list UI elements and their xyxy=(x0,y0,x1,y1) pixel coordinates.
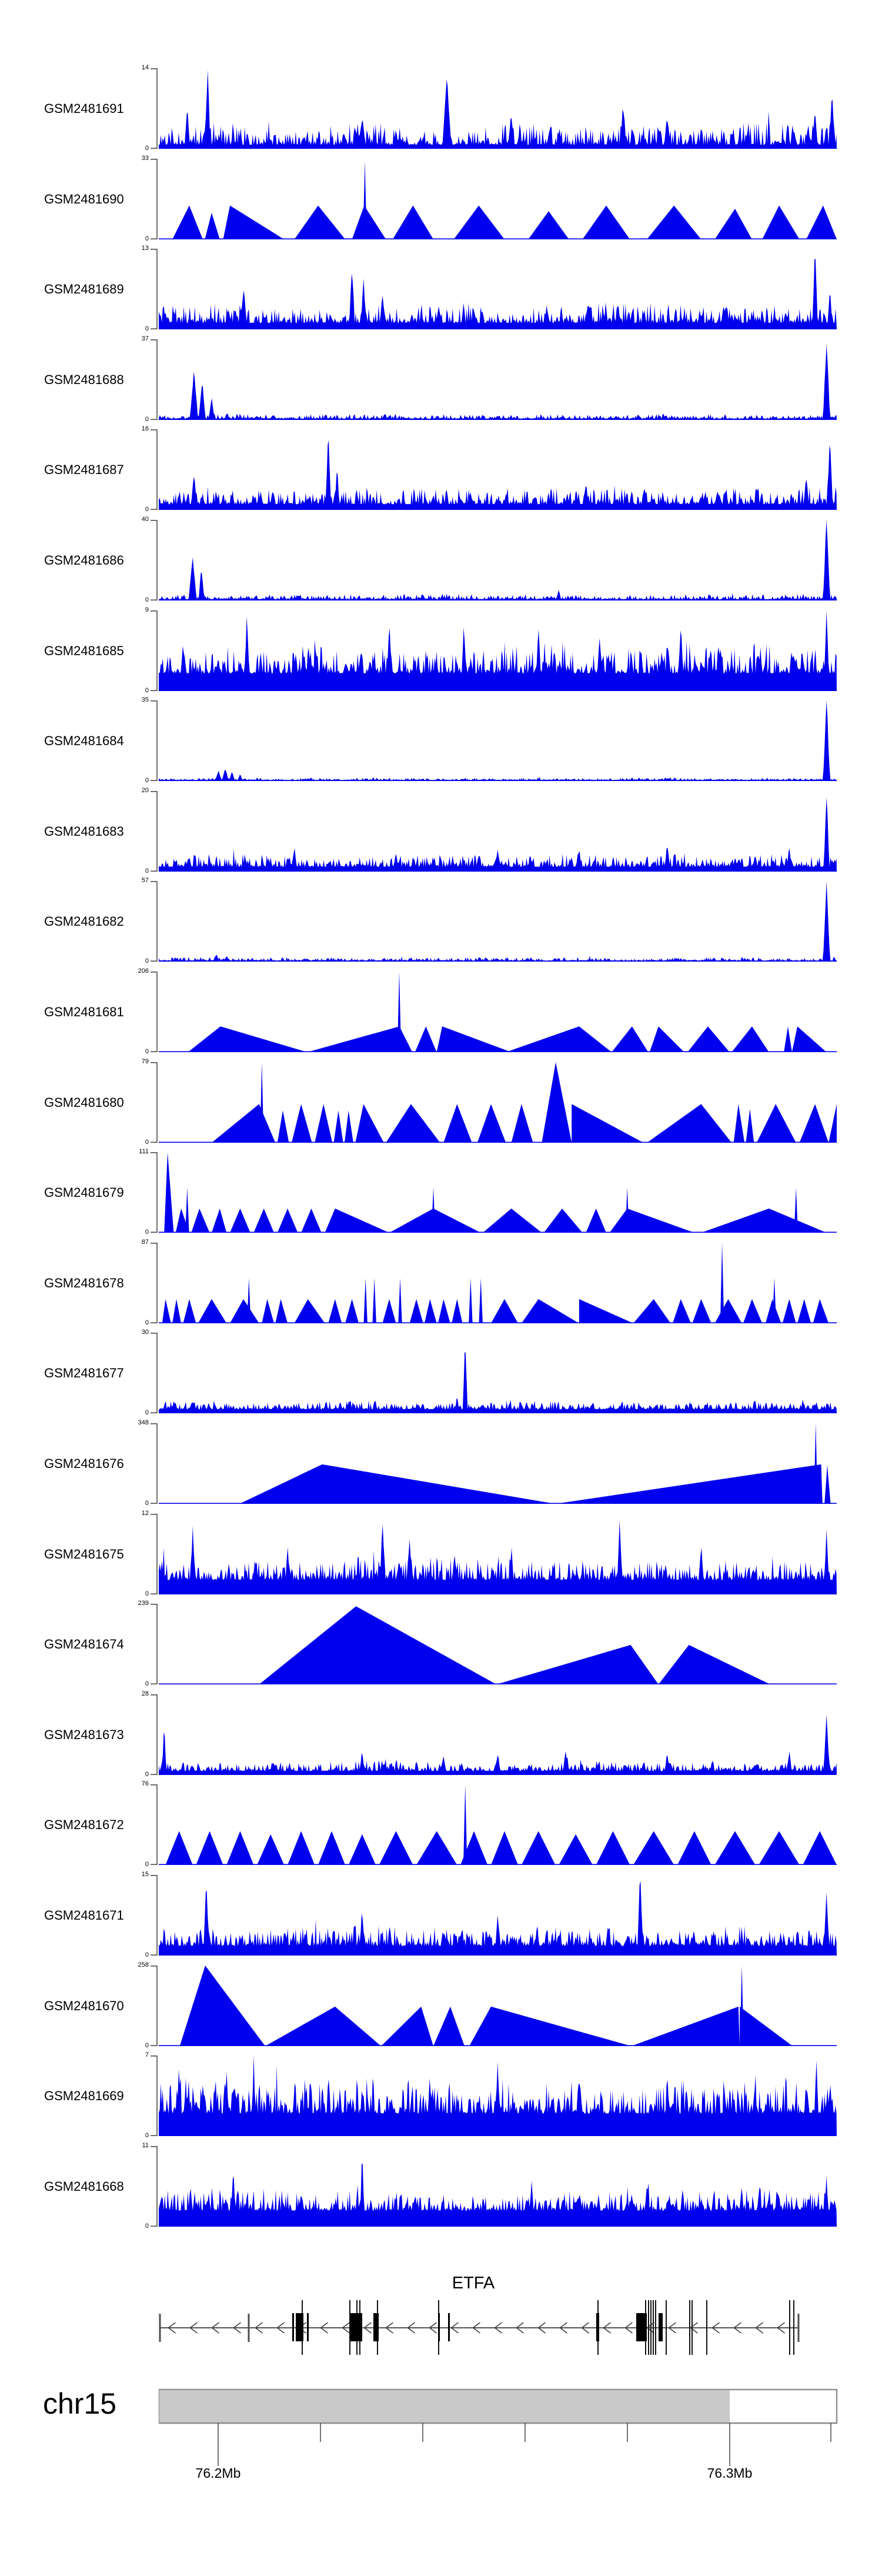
track-plot xyxy=(159,1243,837,1323)
coordinate-label-76-2mb: 76.2Mb xyxy=(195,2465,241,2481)
coverage-area xyxy=(159,1243,837,1323)
coverage-area xyxy=(159,700,837,781)
track-label: GSM2481670 xyxy=(44,1998,124,2013)
coverage-area xyxy=(159,161,837,239)
coverage-baseline xyxy=(159,2135,837,2136)
gene-name-label: ETFA xyxy=(452,2274,495,2293)
track-plot xyxy=(159,1784,837,1865)
track-plot xyxy=(159,798,837,872)
coverage-baseline xyxy=(159,2225,837,2227)
track-zero-label: 0 xyxy=(145,1951,149,1958)
coverage-baseline xyxy=(159,780,837,781)
track-label: GSM2481686 xyxy=(44,553,124,568)
track-row xyxy=(151,1062,837,1143)
track-plot xyxy=(159,2056,837,2136)
coverage-area xyxy=(159,344,837,420)
track-ymax-label: 16 xyxy=(141,425,149,432)
track-row xyxy=(151,610,837,691)
track-plot xyxy=(159,1881,837,1956)
coverage-area xyxy=(159,441,837,510)
track-plot xyxy=(159,70,837,149)
coverage-area xyxy=(159,259,837,329)
track-label: GSM2481683 xyxy=(44,824,124,839)
track-zero-label: 0 xyxy=(145,1771,149,1778)
track-label: GSM2481678 xyxy=(44,1276,124,1290)
track-zero-label: 0 xyxy=(145,1319,149,1326)
track-zero-label: 0 xyxy=(145,1409,149,1416)
coverage-area xyxy=(159,610,837,691)
track-plot xyxy=(159,520,837,600)
track-ymax-label: 13 xyxy=(141,245,149,252)
exon-box xyxy=(438,2313,440,2341)
track-zero-label: 0 xyxy=(145,957,149,965)
track-ymax-label: 76 xyxy=(141,1780,149,1787)
coverage-area xyxy=(159,881,837,962)
track-plot xyxy=(159,259,837,329)
chromosome-label: chr15 xyxy=(43,2387,117,2420)
coverage-baseline xyxy=(159,1683,837,1684)
track-zero-label: 0 xyxy=(145,2132,149,2139)
track-zero-label: 0 xyxy=(145,2223,149,2230)
track-ymax-label: 57 xyxy=(141,877,149,884)
track-label: GSM2481691 xyxy=(44,101,124,116)
track-plot xyxy=(159,1714,837,1775)
track-ymax-label: 87 xyxy=(141,1239,149,1246)
track-ymax-label: 7 xyxy=(145,2051,149,2058)
coverage-area xyxy=(159,1352,837,1413)
track-row xyxy=(151,2146,837,2227)
track-ymax-label: 28 xyxy=(141,1690,149,1697)
track-row xyxy=(151,1604,837,1684)
coverage-baseline xyxy=(159,148,837,149)
track-ymax-label: 111 xyxy=(139,1148,149,1155)
coverage-area xyxy=(159,1520,837,1594)
coverage-baseline xyxy=(159,1503,837,1504)
track-ymax-label: 14 xyxy=(141,64,149,71)
track-zero-label: 0 xyxy=(145,777,149,784)
track-row xyxy=(151,1875,837,1956)
coverage-area xyxy=(159,1062,837,1143)
coverage-baseline xyxy=(159,690,837,691)
coverage-baseline xyxy=(159,1593,837,1594)
coverage-baseline xyxy=(159,419,837,420)
track-row xyxy=(151,1333,837,1413)
track-label: GSM2481688 xyxy=(44,372,124,387)
track-label: GSM2481672 xyxy=(44,1817,124,1832)
track-ymax-label: 12 xyxy=(141,1510,149,1517)
track-row xyxy=(151,1152,837,1233)
track-plot xyxy=(159,2163,837,2227)
track-zero-label: 0 xyxy=(145,867,149,875)
track-row xyxy=(151,249,837,329)
track-ymax-label: 15 xyxy=(141,1871,149,1878)
exon-box xyxy=(448,2313,450,2341)
track-zero-label: 0 xyxy=(145,1680,149,1687)
exon-box xyxy=(292,2313,294,2341)
coverage-baseline xyxy=(159,1864,837,1865)
coverage-area xyxy=(159,972,837,1052)
track-row xyxy=(151,791,837,872)
exon-box xyxy=(596,2313,599,2341)
track-label: GSM2481674 xyxy=(44,1637,124,1651)
coverage-area xyxy=(159,1606,837,1684)
track-label: GSM2481682 xyxy=(44,914,124,929)
track-label: GSM2481681 xyxy=(44,1005,124,1019)
track-ymax-label: 35 xyxy=(141,696,149,703)
track-row xyxy=(151,159,837,239)
track-row xyxy=(151,2056,837,2136)
exon-box xyxy=(636,2313,647,2341)
track-row xyxy=(151,1784,837,1865)
track-row xyxy=(151,700,837,781)
track-ymax-label: 9 xyxy=(145,606,149,613)
track-plot xyxy=(159,972,837,1052)
track-plot xyxy=(159,1152,837,1233)
coverage-area xyxy=(159,798,837,872)
track-ymax-label: 239 xyxy=(138,1600,149,1607)
coverage-baseline xyxy=(159,1142,837,1143)
coverage-baseline xyxy=(159,2045,837,2046)
track-zero-label: 0 xyxy=(145,235,149,242)
track-ymax-label: 33 xyxy=(141,155,149,162)
coverage-area xyxy=(159,70,837,149)
track-label: GSM2481679 xyxy=(44,1185,124,1200)
coverage-baseline xyxy=(159,599,837,600)
coverage-baseline xyxy=(159,238,837,239)
track-row xyxy=(151,339,837,420)
track-label: GSM2481687 xyxy=(44,462,124,477)
track-plot xyxy=(159,1062,837,1143)
track-plot xyxy=(159,1606,837,1684)
track-plot xyxy=(159,1352,837,1413)
track-label: GSM2481675 xyxy=(44,1547,124,1561)
coverage-baseline xyxy=(159,960,837,962)
track-label: GSM2481669 xyxy=(44,2088,124,2103)
track-label: GSM2481689 xyxy=(44,282,124,296)
coverage-baseline xyxy=(159,509,837,510)
track-label: GSM2481690 xyxy=(44,192,124,206)
track-zero-label: 0 xyxy=(145,2042,149,2049)
track-zero-label: 0 xyxy=(145,1139,149,1146)
coverage-baseline xyxy=(159,1774,837,1775)
track-row xyxy=(151,972,837,1052)
coordinate-label-76-3mb: 76.3Mb xyxy=(707,2465,753,2481)
track-plot xyxy=(159,610,837,691)
track-label: GSM2481673 xyxy=(44,1727,124,1742)
exon-box xyxy=(350,2313,362,2341)
coverage-area xyxy=(159,2056,837,2136)
coverage-area xyxy=(159,1423,837,1504)
coverage-baseline xyxy=(159,328,837,329)
track-ymax-label: 20 xyxy=(141,787,149,794)
track-plot xyxy=(159,881,837,962)
track-ymax-label: 348 xyxy=(138,1419,149,1426)
track-row xyxy=(151,1423,837,1504)
exon-box xyxy=(296,2313,303,2341)
track-zero-label: 0 xyxy=(145,1500,149,1507)
track-zero-label: 0 xyxy=(145,506,149,513)
track-plot xyxy=(159,1423,837,1504)
track-plot xyxy=(159,161,837,239)
track-label: GSM2481671 xyxy=(44,1908,124,1923)
track-row xyxy=(151,1514,837,1594)
track-row xyxy=(151,1694,837,1775)
coverage-area xyxy=(159,1784,837,1865)
track-zero-label: 0 xyxy=(145,325,149,332)
coverage-baseline xyxy=(159,1412,837,1413)
exon-box xyxy=(307,2313,309,2341)
track-zero-label: 0 xyxy=(145,1590,149,1597)
track-row xyxy=(151,520,837,600)
track-ymax-label: 258 xyxy=(138,1961,149,1968)
track-ymax-label: 30 xyxy=(141,1329,149,1336)
coverage-baseline xyxy=(159,1322,837,1323)
track-plot xyxy=(159,344,837,420)
track-row xyxy=(151,429,837,510)
track-label: GSM2481676 xyxy=(44,1456,124,1471)
track-ymax-label: 206 xyxy=(138,967,149,975)
coverage-area xyxy=(159,1966,837,2046)
track-plot xyxy=(159,700,837,781)
coverage-area xyxy=(159,1152,837,1233)
track-row xyxy=(151,881,837,962)
coverage-area xyxy=(159,520,837,600)
track-zero-label: 0 xyxy=(145,145,149,152)
track-ymax-label: 11 xyxy=(142,2142,149,2149)
chromosome-bar-region xyxy=(159,2390,730,2422)
track-row xyxy=(151,1966,837,2046)
track-row xyxy=(151,1243,837,1323)
track-label: GSM2481668 xyxy=(44,2179,124,2194)
track-label: GSM2481684 xyxy=(44,733,124,748)
track-ymax-label: 37 xyxy=(141,335,149,342)
track-zero-label: 0 xyxy=(145,1229,149,1236)
track-zero-label: 0 xyxy=(145,687,149,694)
chromosome-axis xyxy=(159,2390,837,2466)
coverage-area xyxy=(159,2163,837,2227)
track-ymax-label: 79 xyxy=(141,1058,149,1065)
coverage-baseline xyxy=(159,1051,837,1052)
coverage-baseline xyxy=(159,1954,837,1956)
track-label: GSM2481680 xyxy=(44,1095,124,1110)
track-zero-label: 0 xyxy=(145,416,149,423)
track-plot xyxy=(159,1966,837,2046)
exon-box xyxy=(659,2313,663,2341)
track-zero-label: 0 xyxy=(145,596,149,603)
track-zero-label: 0 xyxy=(145,1048,149,1055)
coverage-baseline xyxy=(159,1232,837,1233)
track-zero-label: 0 xyxy=(145,1861,149,1868)
track-plot xyxy=(159,1520,837,1594)
coverage-area xyxy=(159,1714,837,1775)
track-label: GSM2481677 xyxy=(44,1366,124,1380)
track-plot xyxy=(159,441,837,510)
track-ymax-label: 40 xyxy=(141,516,149,523)
coverage-area xyxy=(159,1881,837,1956)
track-label: GSM2481685 xyxy=(44,643,124,658)
exon-box xyxy=(373,2313,379,2341)
coverage-baseline xyxy=(159,870,837,872)
track-row xyxy=(151,68,837,149)
gene-model-track xyxy=(160,2300,799,2355)
